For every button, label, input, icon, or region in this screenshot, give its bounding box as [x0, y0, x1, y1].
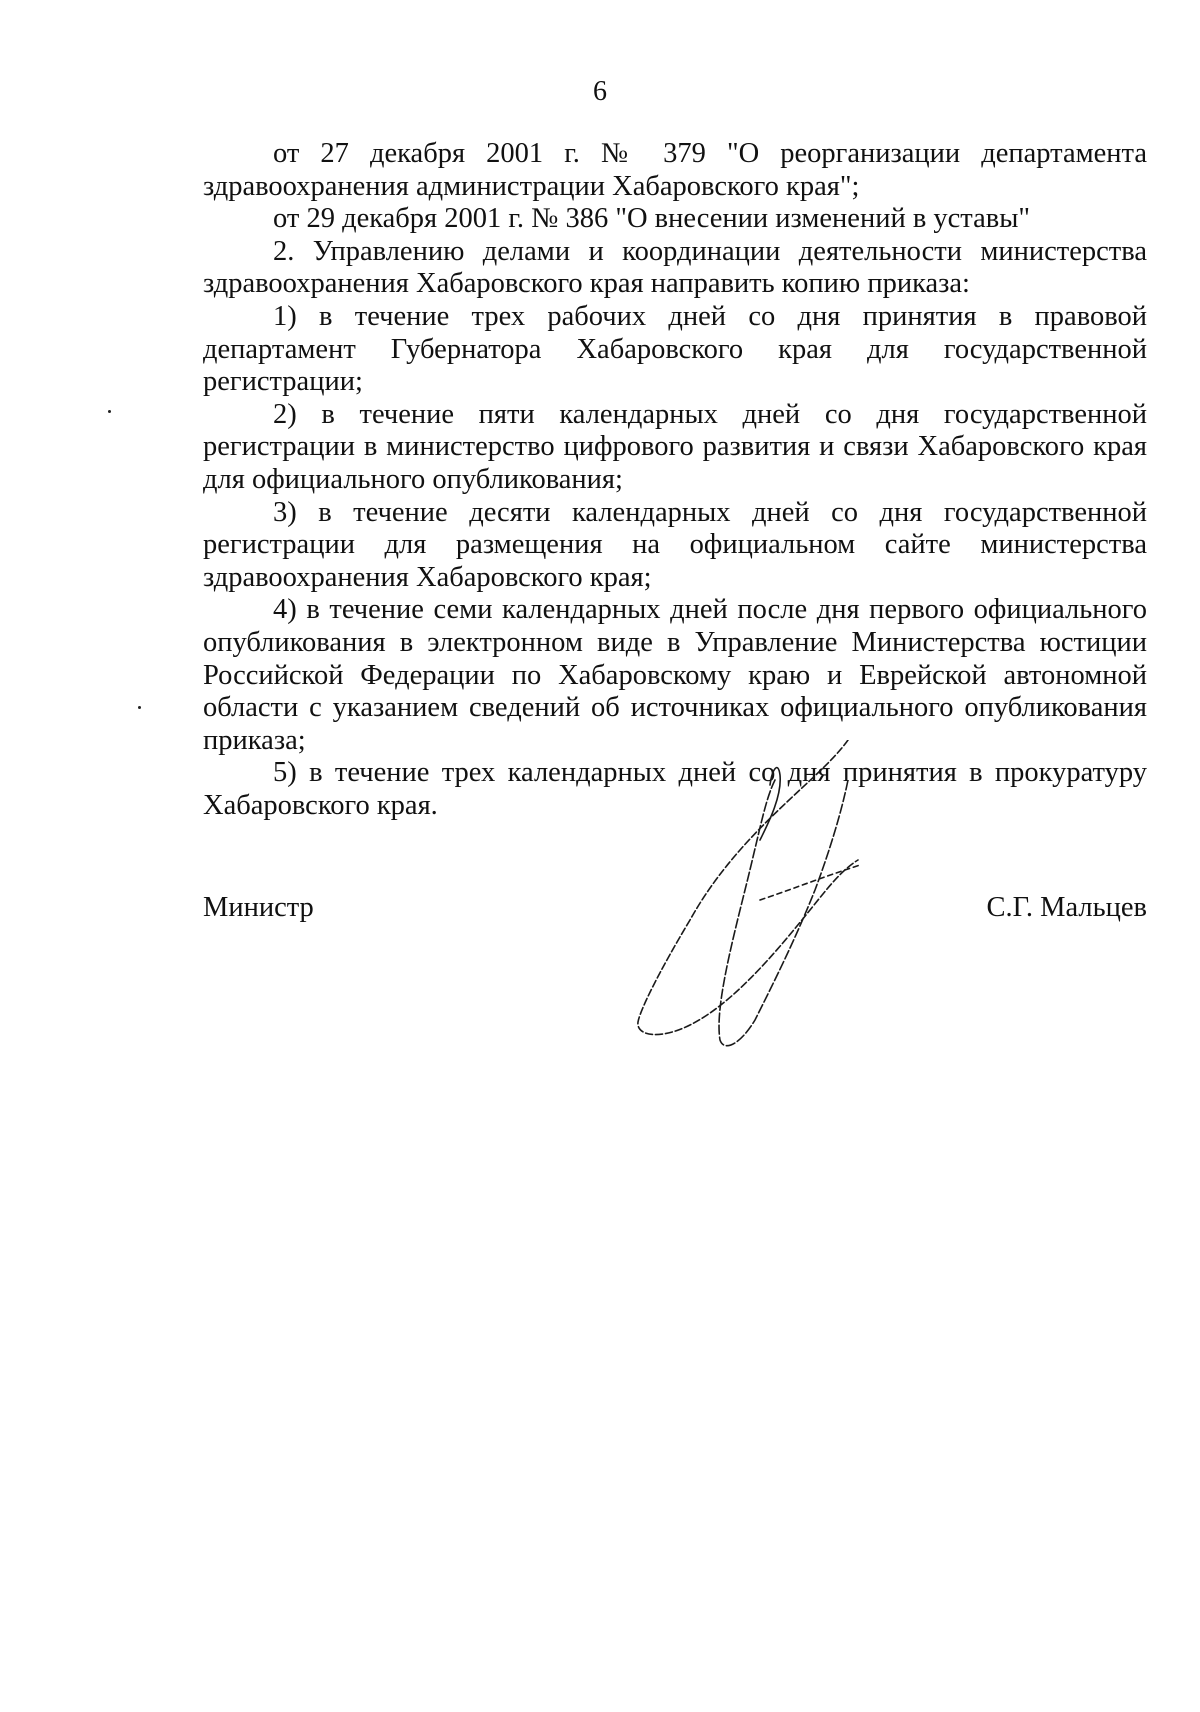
paragraph-order-386: от 29 декабря 2001 г. № 386 "О внесении изменений в уставы" [273, 203, 1031, 235]
paragraph-subitem-3: 3) в течение десяти календарных дней со дня государственной регистрации для размещения на официальном сайте министерства здравоохранения Хабаровского края; [203, 496, 1147, 593]
paragraph-item-2: 2. Управлению делами и координации деятельности министерства здравоохранения Хабаровского края направить копию приказа: [203, 235, 1147, 300]
scan-speck [108, 410, 111, 413]
handwritten-signature [620, 740, 900, 1050]
scan-speck [138, 706, 141, 709]
paragraph-subitem-1: 1) в течение трех рабочих дней со дня принятия в правовой департамент Губернатора Хабаровского края для государственной регистрации; [203, 300, 1147, 398]
signer-name: С.Г. Мальцев [986, 892, 1147, 923]
paragraph-order-379: от 27 декабря 2001 г. № 379 "О реорганизации департамента здравоохранения администрации Хабаровского края"; [203, 138, 1147, 202]
page-number: 6 [593, 76, 607, 107]
signer-position: Министр [203, 892, 314, 923]
paragraph-subitem-4: 4) в течение семи календарных дней после дня первого официального опубликования в электронном виде в Управление Министерства юстиции Российской Федерации по Хабаровскому краю и Еврейской автономной области с указанием сведений об источниках официального опубликования приказа; [203, 594, 1147, 756]
document-body [203, 138, 1147, 822]
paragraph-subitem-5: 5) в течение трех календарных дней со дня принятия в прокуратуру Хабаровского края. [203, 757, 1147, 821]
paragraph-subitem-2: 2) в течение пяти календарных дней со дня государственной регистрации в министерство цифрового развития и связи Хабаровского края для официального опубликования; [203, 398, 1147, 495]
